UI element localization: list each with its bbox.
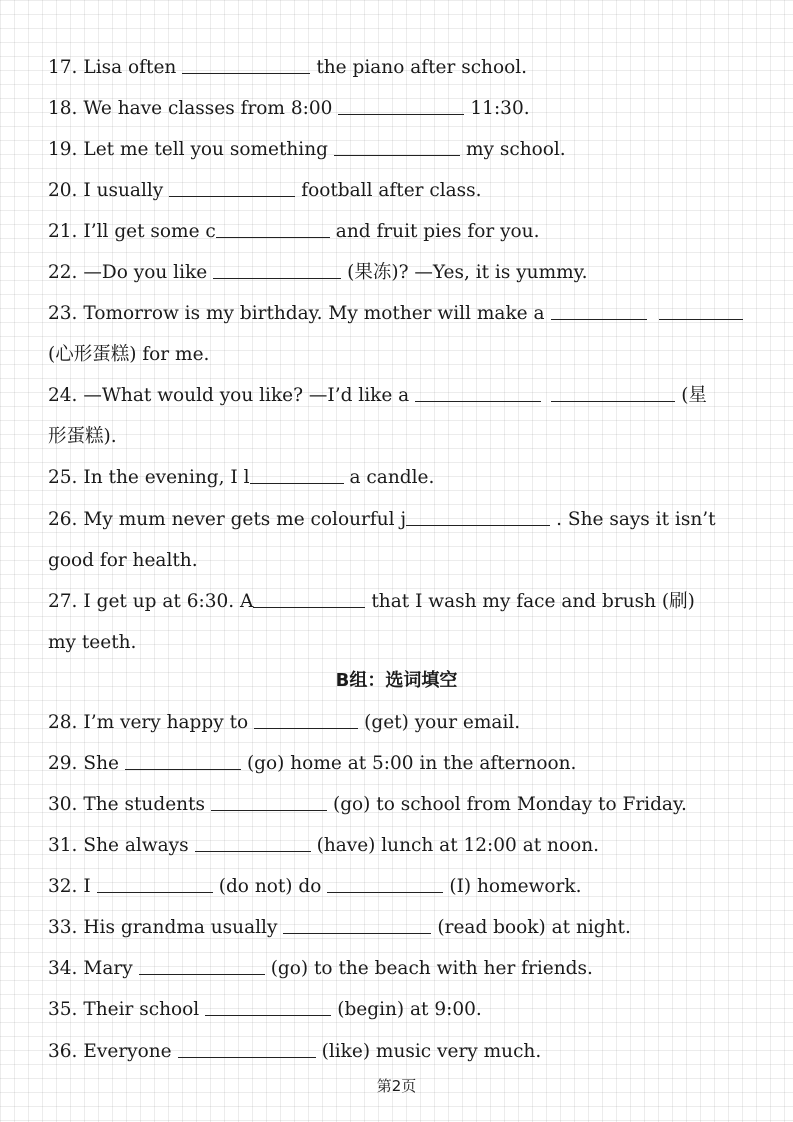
- answer-blank[interactable]: [195, 831, 311, 852]
- question-number: 35.: [48, 999, 78, 1020]
- question-text: (心形蛋糕) for me.: [48, 344, 210, 365]
- question-text: —Do you like: [83, 262, 208, 283]
- question-number: 32.: [48, 876, 78, 897]
- question-33: [48, 913, 749, 943]
- question-number: 33.: [48, 917, 78, 938]
- question-20: [48, 176, 749, 206]
- question-27-continued: [48, 628, 749, 658]
- question-number: 17.: [48, 57, 78, 78]
- question-text: I usually: [83, 180, 164, 201]
- question-text: (go) to the beach with her friends.: [270, 958, 593, 979]
- answer-blank[interactable]: [327, 872, 443, 893]
- section-b-heading: B组：选词填空: [335, 670, 458, 691]
- answer-blank[interactable]: [659, 299, 743, 320]
- question-number: 22.: [48, 262, 78, 283]
- question-text: I get up at 6:30. A: [83, 591, 254, 612]
- question-text: the piano after school.: [316, 57, 528, 78]
- question-text: (do not) do: [218, 876, 322, 897]
- answer-blank[interactable]: [182, 53, 310, 74]
- question-text: (I) homework.: [449, 876, 582, 897]
- answer-blank[interactable]: [253, 587, 365, 608]
- question-text: She: [83, 753, 119, 774]
- question-number: 26.: [48, 509, 78, 530]
- question-text: (get) your email.: [364, 712, 521, 733]
- question-32: [48, 872, 749, 902]
- question-text: Tomorrow is my birthday. My mother will make a: [83, 303, 545, 324]
- question-number: 29.: [48, 753, 78, 774]
- answer-blank[interactable]: [139, 954, 265, 975]
- question-text: (begin) at 9:00.: [337, 999, 482, 1020]
- question-text: my teeth.: [48, 632, 137, 653]
- question-text: —What would you like? —I’d like a: [83, 385, 410, 406]
- question-number: 28.: [48, 712, 78, 733]
- answer-blank[interactable]: [283, 913, 431, 934]
- question-number: 23.: [48, 303, 78, 324]
- question-number: 21.: [48, 221, 78, 242]
- question-text: (星: [681, 385, 707, 406]
- answer-blank[interactable]: [216, 217, 330, 238]
- question-18: [48, 94, 749, 124]
- answer-blank[interactable]: [551, 381, 675, 402]
- question-text: The students: [83, 794, 205, 815]
- question-text: I’m very happy to: [83, 712, 249, 733]
- question-23-continued: [48, 340, 749, 370]
- question-text: I’ll get some c: [83, 221, 216, 242]
- question-text: In the evening, I l: [83, 467, 250, 488]
- question-number: 27.: [48, 591, 78, 612]
- page-number: 第2页: [376, 1077, 417, 1095]
- answer-blank[interactable]: [178, 1037, 316, 1058]
- question-text: I: [83, 876, 91, 897]
- answer-blank[interactable]: [213, 258, 341, 279]
- answer-blank[interactable]: [338, 94, 464, 115]
- question-number: 25.: [48, 467, 78, 488]
- question-24-continued: [48, 422, 749, 452]
- answer-blank[interactable]: [334, 135, 460, 156]
- question-29: [48, 749, 749, 779]
- question-36: [48, 1037, 749, 1067]
- answer-blank[interactable]: [97, 872, 213, 893]
- question-23: [48, 299, 749, 329]
- question-text: football after class.: [301, 180, 482, 201]
- question-text: We have classes from 8:00: [83, 98, 333, 119]
- question-28: [48, 708, 749, 738]
- question-text: (like) music very much.: [321, 1041, 542, 1062]
- question-text: Everyone: [83, 1041, 172, 1062]
- question-text: that I wash my face and brush (刷): [371, 591, 695, 612]
- question-text: (果冻)? —Yes, it is yummy.: [347, 262, 588, 283]
- question-text: (have) lunch at 12:00 at noon.: [316, 835, 600, 856]
- question-21: [48, 217, 749, 247]
- question-text: His grandma usually: [83, 917, 278, 938]
- question-number: 34.: [48, 958, 78, 979]
- answer-blank[interactable]: [406, 505, 550, 526]
- question-number: 24.: [48, 385, 78, 406]
- question-24: [48, 381, 749, 411]
- question-text: Let me tell you something: [83, 139, 328, 160]
- question-17: [48, 53, 749, 83]
- question-27: [48, 587, 749, 617]
- question-35: [48, 995, 749, 1025]
- answer-blank[interactable]: [205, 995, 331, 1016]
- question-number: 36.: [48, 1041, 78, 1062]
- question-text: She always: [83, 835, 189, 856]
- question-31: [48, 831, 749, 861]
- question-number: 20.: [48, 180, 78, 201]
- question-34: [48, 954, 749, 984]
- question-25: [48, 463, 749, 493]
- question-text: . She says it isn’t: [556, 509, 716, 530]
- answer-blank[interactable]: [250, 463, 344, 484]
- answer-blank[interactable]: [551, 299, 647, 320]
- question-text: (go) home at 5:00 in the afternoon.: [246, 753, 577, 774]
- question-text: (read book) at night.: [437, 917, 631, 938]
- question-26: [48, 505, 749, 535]
- answer-blank[interactable]: [211, 790, 327, 811]
- question-text: Their school: [83, 999, 200, 1020]
- question-text: (go) to school from Monday to Friday.: [332, 794, 687, 815]
- question-text: My mum never gets me colourful j: [83, 509, 407, 530]
- question-19: [48, 135, 749, 165]
- question-number: 18.: [48, 98, 78, 119]
- question-number: 19.: [48, 139, 78, 160]
- question-number: 31.: [48, 835, 78, 856]
- answer-blank[interactable]: [125, 749, 241, 770]
- answer-blank[interactable]: [169, 176, 295, 197]
- question-number: 30.: [48, 794, 78, 815]
- question-text: a candle.: [349, 467, 435, 488]
- question-30: [48, 790, 749, 820]
- question-text: good for health.: [48, 550, 198, 571]
- answer-blank[interactable]: [415, 381, 541, 402]
- question-text: Lisa often: [83, 57, 177, 78]
- question-text: my school.: [465, 139, 566, 160]
- answer-blank[interactable]: [254, 708, 358, 729]
- question-text: 11:30.: [470, 98, 530, 119]
- question-26-continued: [48, 546, 749, 576]
- question-text: and fruit pies for you.: [335, 221, 540, 242]
- question-text: Mary: [83, 958, 133, 979]
- question-22: [48, 258, 749, 288]
- question-text: 形蛋糕).: [48, 426, 117, 447]
